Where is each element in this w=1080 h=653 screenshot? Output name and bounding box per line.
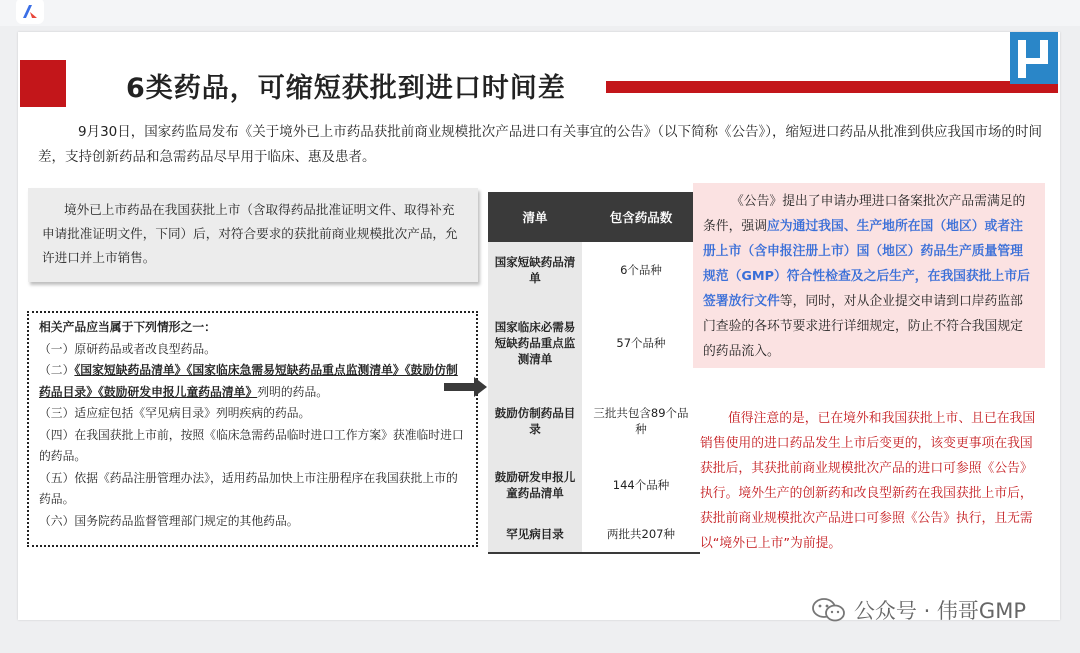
- conditions-box: [27, 311, 478, 547]
- condition-item-2: [39, 360, 466, 403]
- table-cell-count: 6个品种: [582, 242, 700, 298]
- table-row: [488, 516, 700, 552]
- app-logo-icon: [21, 3, 39, 19]
- watermark: [812, 595, 1026, 625]
- condition-item-3: （三）适应症包括《罕见病目录》列明疾病的药品。: [39, 406, 311, 420]
- title-accent-block: [20, 60, 66, 107]
- condition-item-2-prefix: （二）: [39, 363, 75, 377]
- title-accent-bar: [606, 81, 1058, 93]
- condition-item-4: （四）在我国获批上市前，按照《临床急需药品临时进口工作方案》获准临时进口的药品。: [39, 427, 464, 463]
- slide: [18, 32, 1060, 623]
- drug-list-table: [488, 192, 700, 554]
- table-cell-list: 国家临床必需易短缺药品重点监测清单: [488, 298, 582, 388]
- table-cell-list: 国家短缺药品清单: [488, 242, 582, 298]
- condition-item-1: （一）原研药品或者改良型药品。: [39, 341, 216, 356]
- table-cell-list: 鼓励研发申报儿童药品清单: [488, 454, 582, 516]
- arrow-right-icon: [444, 376, 488, 398]
- table-row: [488, 242, 700, 298]
- table-cell-count: 144个品种: [582, 454, 700, 516]
- requirements-box: [693, 183, 1045, 368]
- condition-item-5: （五）依据《药品注册管理办法》，适用药品加快上市注册程序在我国获批上市的药品。: [39, 470, 458, 506]
- table-bottom-rule: [488, 552, 700, 554]
- note-paragraph: 值得注意的是，已在境外和我国获批上市、且已在我国销售使用的进口药品发生上市后变更的，该变更事项在我国获批后，其获批前商业规模批次产品的进口可参照《公告》执行。境外生产的创新药和改良型新药在我国获批上市后，获批前商业规模批次产品进口可参照《公告》执行，且无需以“境外已上市”为前提。: [700, 411, 1036, 551]
- summary-box: 境外已上市药品在我国获批上市（含取得药品批准证明文件、取得补充申请批准证明文件，下同）后，对符合要求的获批前商业规模批次产品，允许进口并上市销售。: [28, 188, 478, 282]
- corner-logo-icon: [1012, 34, 1056, 82]
- requirements-highlight: 应为通过我国、生产地所在国（地区）或者注册上市（含申报注册上市）国（地区）药品生产质量管理规范（GMP）符合性检查及之后生产，在我国获批上市后签署放行文件: [703, 219, 1030, 309]
- table-cell-list: 罕见病目录: [488, 516, 582, 552]
- table-cell-list: 鼓励仿制药品目录: [488, 388, 582, 454]
- watermark-text: 公众号 · 伟哥GMP: [853, 599, 1026, 623]
- requirements-text-1: 《公告》提出了申请办理进口备案批次产品需满足的条件，强调: [703, 194, 1026, 234]
- corner-logo: [1010, 32, 1058, 84]
- table-row: [488, 388, 700, 454]
- table-cell-count: 两批共207种: [582, 516, 700, 552]
- wechat-icon: [812, 598, 846, 622]
- intro-paragraph: 9月30日，国家药监局发布《关于境外已上市药品获批前商业规模批次产品进口有关事宜的公告》（以下简称《公告》），缩短进口药品从批准到供应我国市场的时间差，支持创新药品和急需药品尽早用于临床、惠及患者。: [38, 124, 1043, 165]
- table-header-count: 包含药品数: [609, 210, 673, 225]
- table-cell-count: 57个品种: [582, 298, 700, 388]
- condition-item-6: （六）国务院药品监督管理部门规定的其他药品。: [39, 513, 299, 528]
- table-cell-count: 三批共包含89个品种: [582, 388, 700, 454]
- table-row: [488, 298, 700, 388]
- slide-title: 6类药品，可缩短获批到进口时间差: [126, 73, 566, 104]
- app-logo[interactable]: [16, 0, 44, 24]
- condition-item-2-suffix: 列明的药品。: [257, 384, 329, 399]
- requirements-text-2: 等，同时，对从企业提交申请到口岸药监部门查验的各环节要求进行详细规定，防止不符合我国规定的药品流入。: [703, 294, 1023, 359]
- condition-item-2-lists: 《国家短缺药品清单》《国家临床急需易短缺药品重点监测清单》《鼓励仿制药品目录》《鼓励研发申报儿童药品清单》: [39, 363, 458, 399]
- app-toolbar: [0, 0, 1080, 26]
- table-row: [488, 454, 700, 516]
- conditions-heading: 相关产品应当属于下列情形之一：: [39, 320, 216, 334]
- table-header-list: 清单: [522, 210, 548, 225]
- table-header: [488, 192, 700, 242]
